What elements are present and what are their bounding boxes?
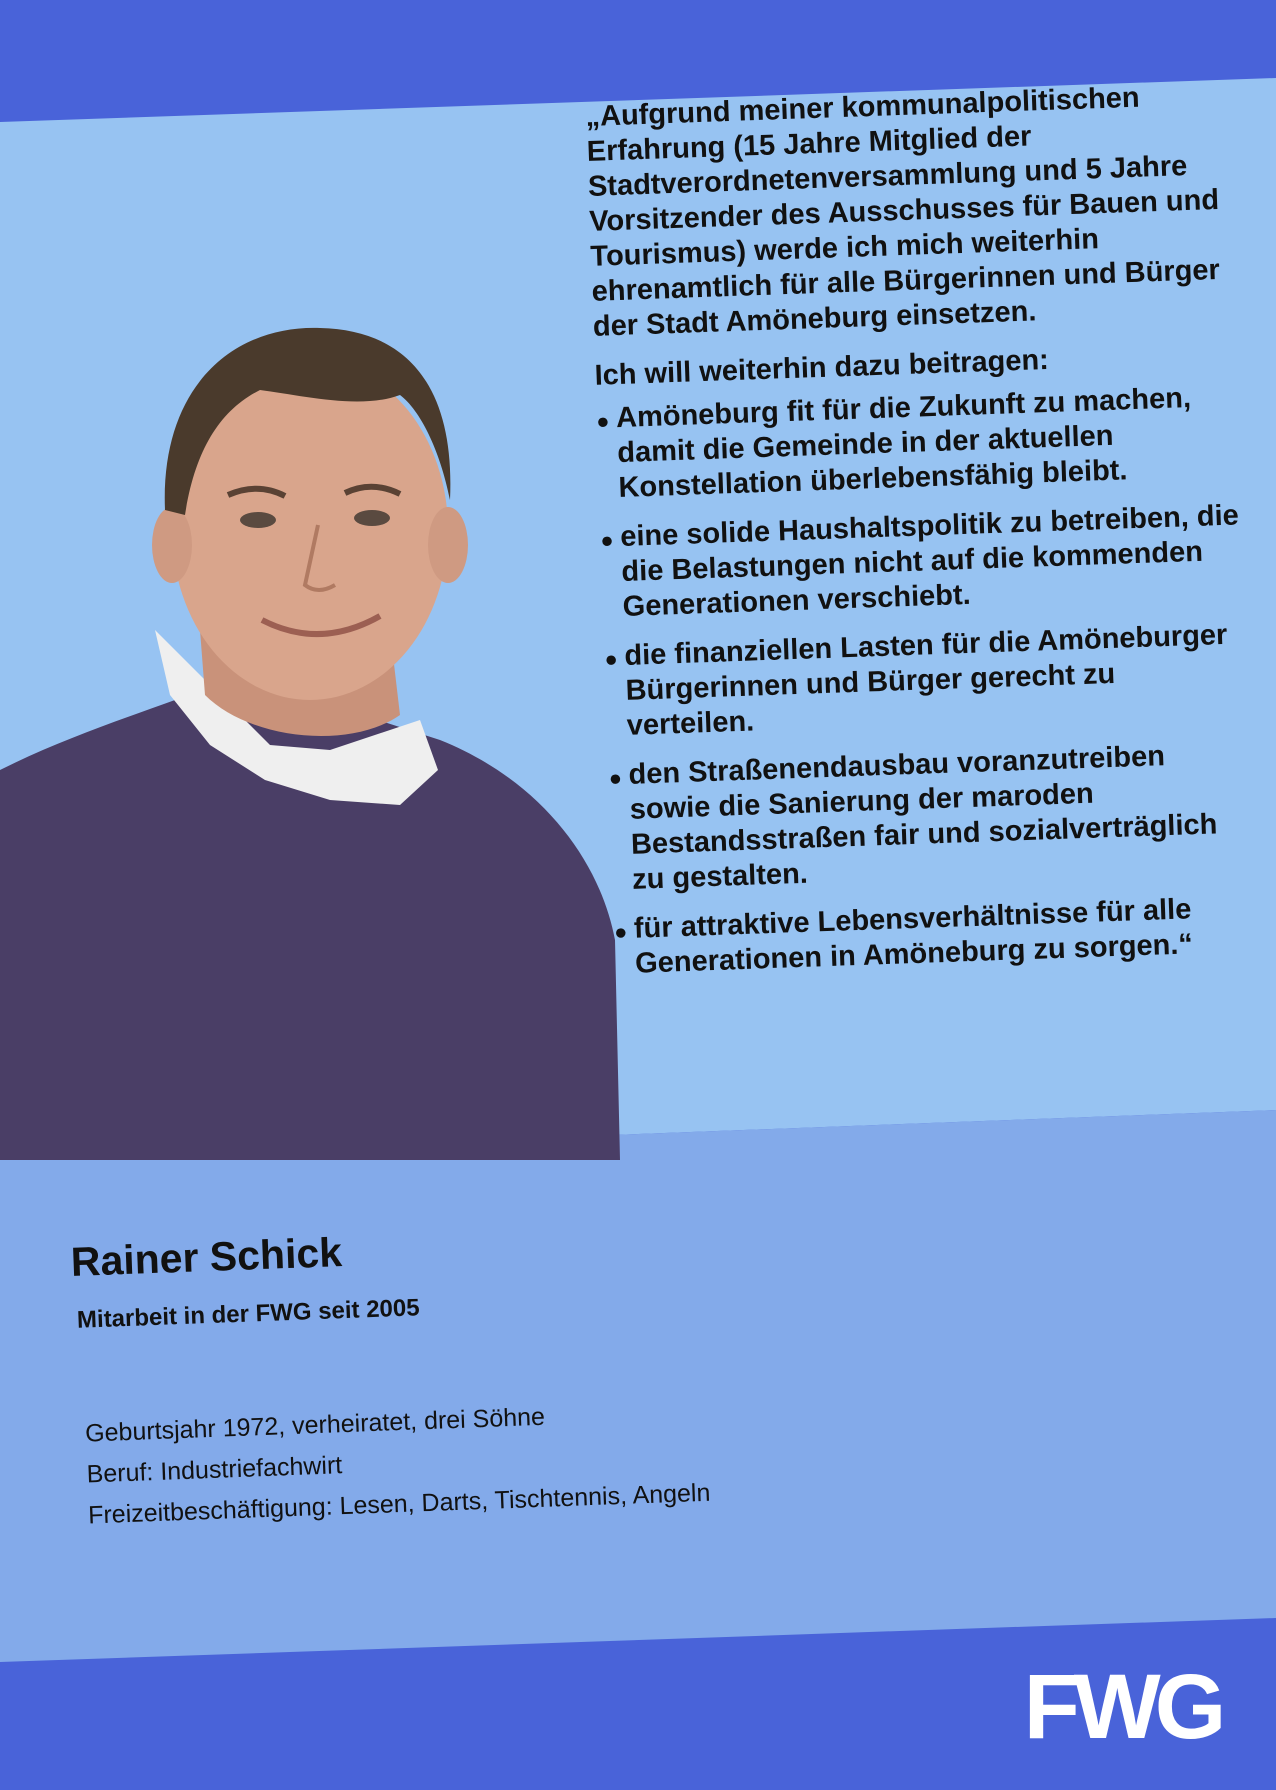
list-item-text: den Straßenendausbau voranzutreiben sowie die Sanierung der maroden Bestandsstraßen fair und sozialverträglich zu gestalten. (628, 740, 1218, 896)
portrait-photo (0, 300, 640, 1160)
bullet-icon: ● (595, 408, 610, 434)
list-item (600, 498, 1243, 625)
left-ear (152, 507, 192, 583)
list-item-text: eine solide Haushaltspolitik zu betreiben, die die Belastungen nicht auf die kommenden Generationen verschiebt. (619, 499, 1240, 623)
quote-intro: „Aufgrund meiner kommunalpolitischen Erfahrung (15 Jahre Mitglied der Stadtverordnetenversammlung und 5 Jahre Vorsitzender des Ausschusses für Bauen und Tourismus) werde ich mich weiterhin ehrenamtlich für alle Bürgerinnen und Bürger der Stadt Amöneburg einsetzen. (585, 81, 1221, 343)
list-item-text: die finanziellen Lasten für die Amöneburger Bürgerinnen und Bürger gerecht zu verteilen. (623, 618, 1228, 742)
fwg-logo (1010, 1665, 1235, 1745)
quote-block (585, 78, 1256, 997)
bullet-icon: ● (613, 919, 628, 945)
list-item-text: für attraktive Lebensverhältnisse für alle Generationen in Amöneburg zu sorgen.“ (633, 893, 1194, 980)
list-item-text: Amöneburg fit für die Zukunft zu machen, damit die Gemeinde in der aktuellen Konstellation überlebensfähig bleibt. (615, 382, 1192, 505)
bullet-icon: ● (608, 765, 623, 791)
bullet-icon: ● (604, 646, 619, 672)
right-eye (354, 510, 390, 526)
list-item (613, 890, 1255, 982)
fact-line: Beruf: Industriefachwirt (86, 1451, 343, 1489)
logo-text: FWG (1023, 1665, 1221, 1745)
goals-list (596, 379, 1256, 982)
fact-line: Freizeitbeschäftigung: Lesen, Darts, Tischtennis, Angeln (87, 1478, 711, 1530)
bullet-icon: ● (599, 527, 615, 553)
list-item (608, 736, 1252, 898)
candidate-role: Mitarbeit in der FWG seit 2005 (76, 1294, 421, 1334)
list-item (604, 617, 1247, 744)
list-item (596, 379, 1239, 506)
fact-line: Geburtsjahr 1972, verheiratet, drei Söhne (84, 1402, 546, 1448)
profile-section (70, 1206, 960, 1537)
right-ear (428, 507, 468, 583)
left-eye (240, 512, 276, 528)
quote-lead: Ich will weiterhin dazu beitragen: (594, 343, 1050, 392)
candidate-name: Rainer Schick (70, 1229, 343, 1285)
